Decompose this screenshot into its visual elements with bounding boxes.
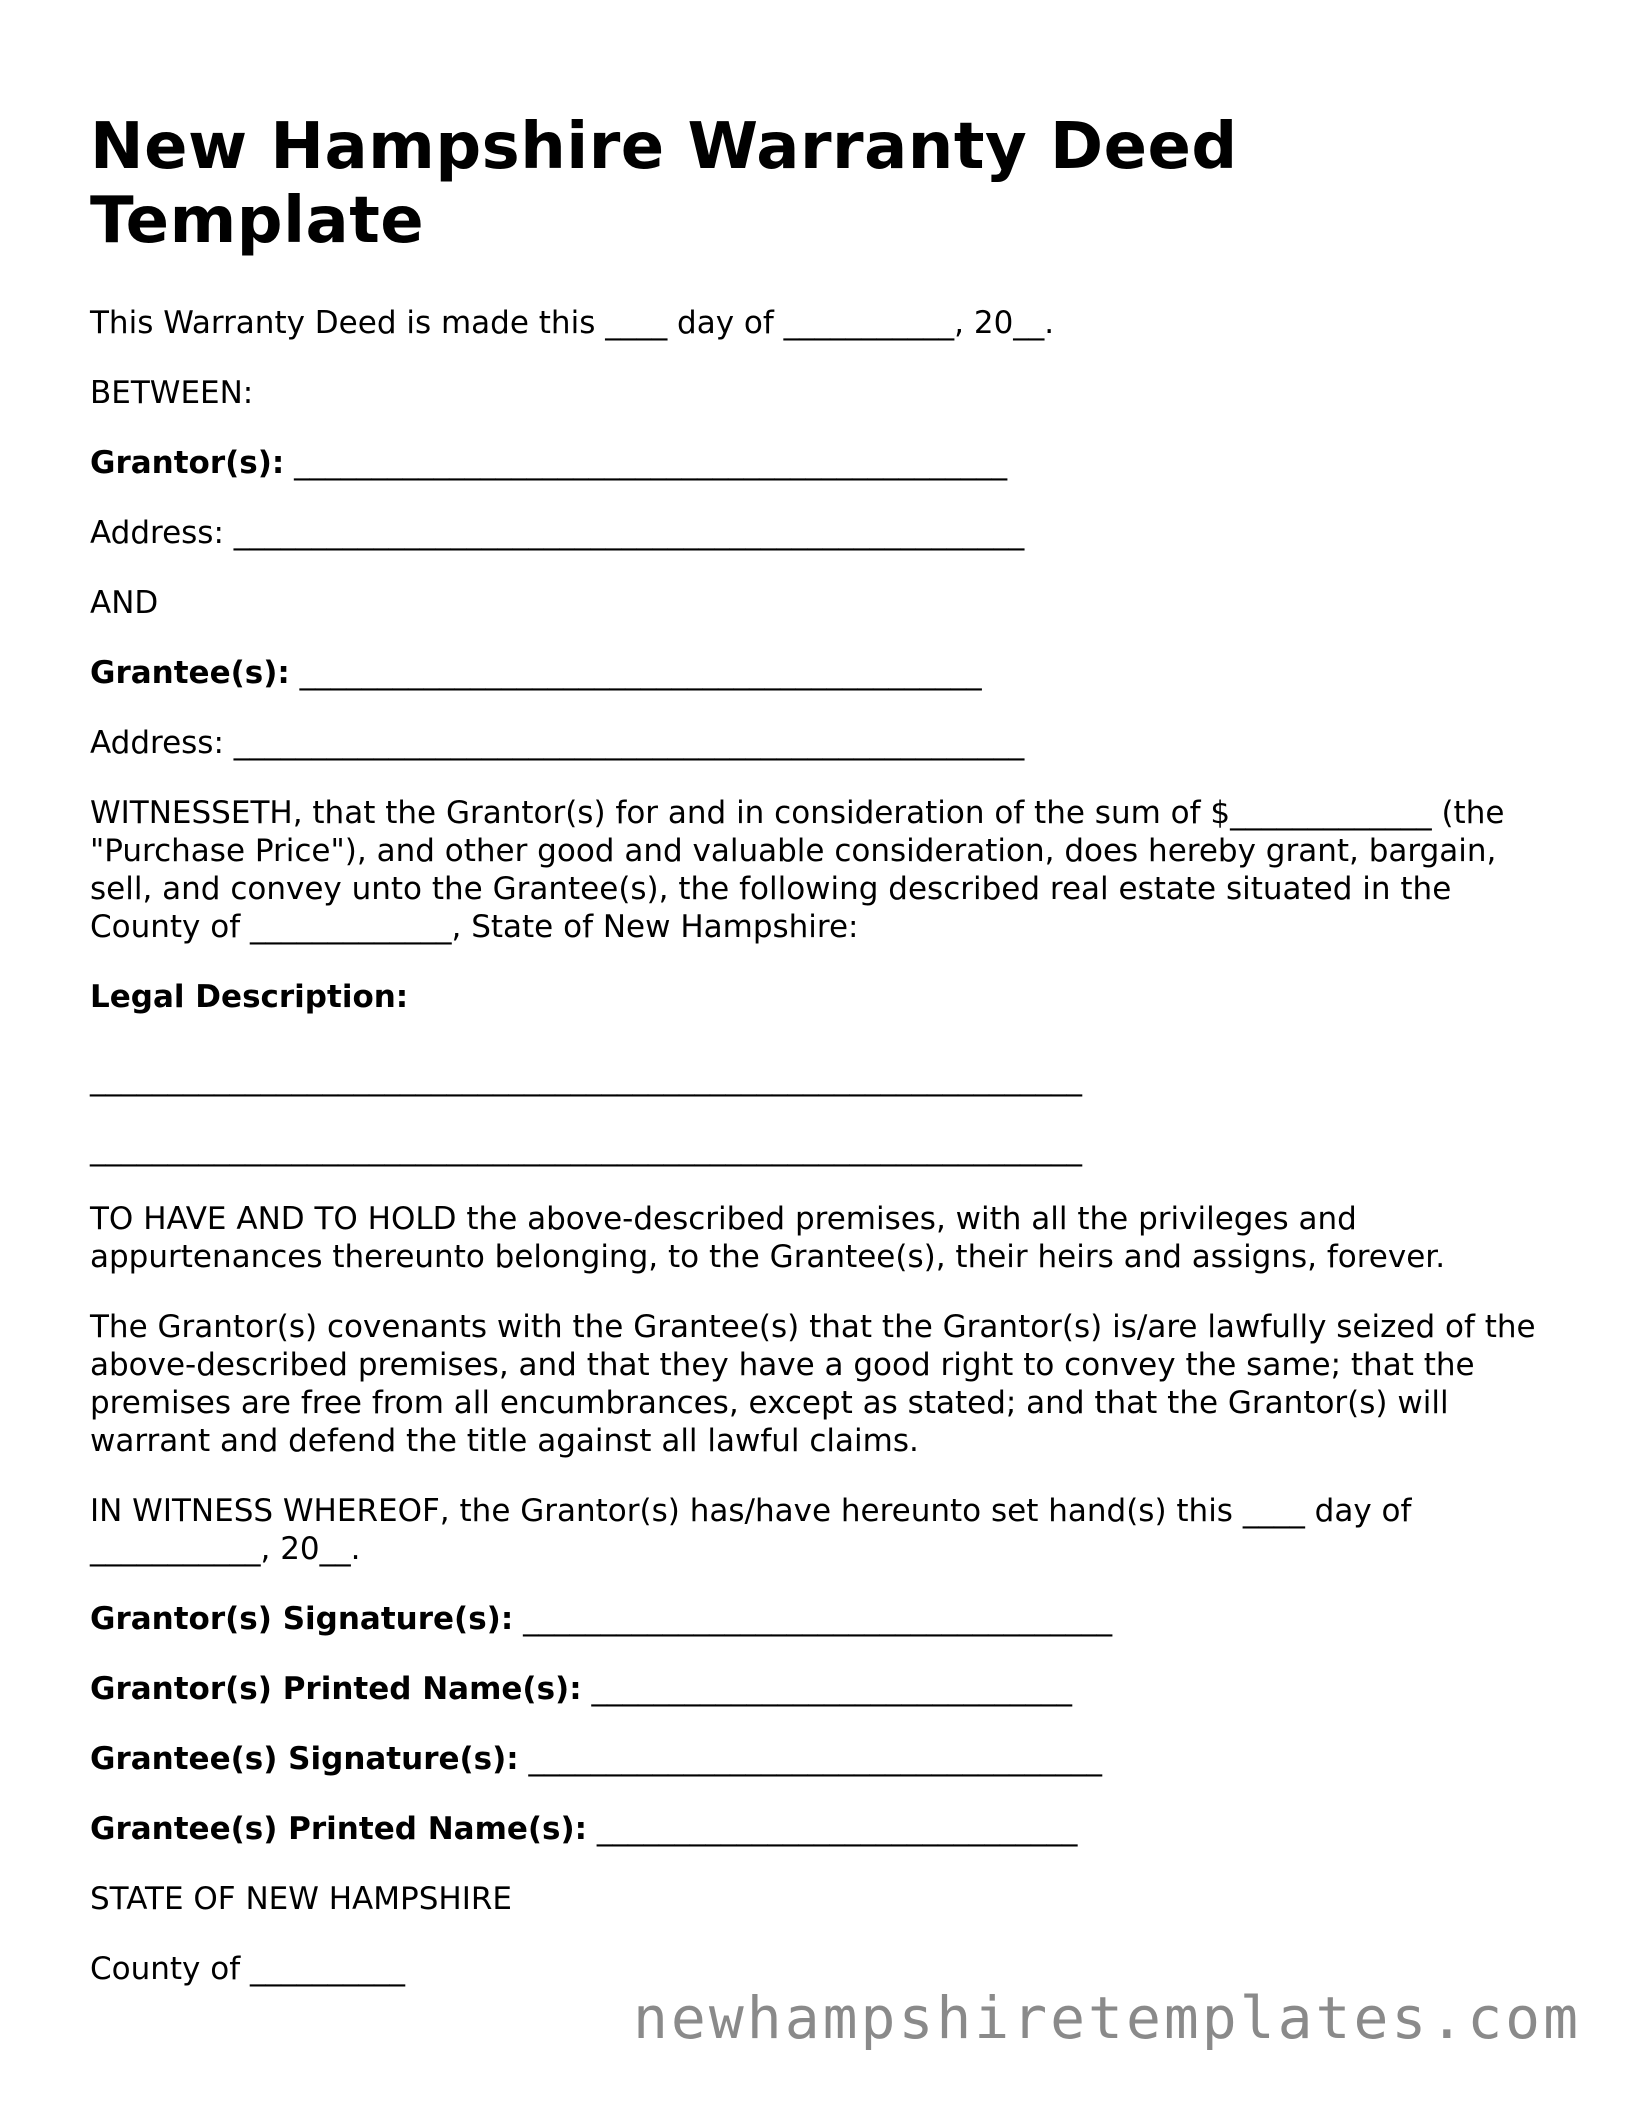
grantee-signature-label: Grantee(s) Signature(s): bbox=[90, 1741, 519, 1777]
and-label: AND bbox=[90, 585, 159, 621]
grantee-printed-name-field bbox=[90, 1810, 1550, 1848]
site-watermark: newhampshiretemplates.com bbox=[633, 1984, 1581, 2052]
grantee-blank: ____________________________________________ bbox=[289, 655, 982, 691]
intro-paragraph: This Warranty Deed is made this ____ day of ___________, 20__. bbox=[90, 305, 1055, 341]
grantor-printed-name-label: Grantor(s) Printed Name(s): bbox=[90, 1671, 582, 1707]
grantor-address-blank: ___________________________________________________ bbox=[223, 515, 1025, 551]
legal-description-label: Legal Description: bbox=[90, 979, 409, 1015]
state-heading: STATE OF NEW HAMPSHIRE bbox=[90, 1881, 512, 1917]
document-page bbox=[90, 110, 1550, 2020]
in-witness-paragraph: IN WITNESS WHEREOF, the Grantor(s) has/have hereunto set hand(s) this ____ day of ___________, 20__. bbox=[90, 1493, 1422, 1567]
page-title: New Hampshire Warranty Deed Template bbox=[90, 110, 1238, 258]
grantor-address-field bbox=[90, 514, 1550, 552]
grantee-address-blank: ___________________________________________________ bbox=[223, 725, 1025, 761]
grantee-address-label: Address: bbox=[90, 725, 224, 761]
legal-description-lines bbox=[90, 1060, 1550, 1168]
witnesseth-paragraph: WITNESSETH, that the Grantor(s) for and in consideration of the sum of $_____________ (the "Purchase Price"), and other good and valuable consideration, does hereby grant, bargain, sell, and convey unto the Grantee(s), the following described real estate situated in the County of _____________, State of New Hampshire: bbox=[90, 795, 1515, 945]
grantee-field bbox=[90, 654, 1550, 692]
legal-description-line: ________________________________________________________________ bbox=[90, 1131, 1082, 1167]
grantee-signature-field bbox=[90, 1740, 1550, 1778]
grantor-printed-name-blank: _______________________________ bbox=[581, 1671, 1072, 1707]
grantor-blank: ______________________________________________ bbox=[284, 445, 1008, 481]
between-label: BETWEEN: bbox=[90, 375, 254, 411]
legal-description-line: ________________________________________________________________ bbox=[90, 1061, 1082, 1097]
grantor-address-label: Address: bbox=[90, 515, 224, 551]
to-have-paragraph: TO HAVE AND TO HOLD the above-described premises, with all the privileges and appurtenances thereunto belonging, to the Grantee(s), their heirs and assigns, forever. bbox=[90, 1201, 1446, 1275]
grantee-printed-name-label: Grantee(s) Printed Name(s): bbox=[90, 1811, 588, 1847]
grantor-signature-field bbox=[90, 1600, 1550, 1638]
grantee-printed-name-blank: _______________________________ bbox=[587, 1811, 1078, 1847]
grantor-field bbox=[90, 444, 1550, 482]
grantee-signature-blank: _____________________________________ bbox=[518, 1741, 1103, 1777]
grantor-label: Grantor(s): bbox=[90, 445, 285, 481]
grantee-address-field bbox=[90, 724, 1550, 762]
grantor-signature-blank: ______________________________________ bbox=[513, 1601, 1113, 1637]
grantor-printed-name-field bbox=[90, 1670, 1550, 1708]
grantor-signature-label: Grantor(s) Signature(s): bbox=[90, 1601, 514, 1637]
grantee-label: Grantee(s): bbox=[90, 655, 290, 691]
covenants-paragraph: The Grantor(s) covenants with the Grantee(s) that the Grantor(s) is/are lawfully seized of the above-described premises, and that they have a good right to convey the same; that the premises are free from all encumbrances, except as stated; and that the Grantor(s) will warrant and defend the title against all lawful claims. bbox=[90, 1309, 1546, 1459]
county-field: County of __________ bbox=[90, 1951, 405, 1987]
